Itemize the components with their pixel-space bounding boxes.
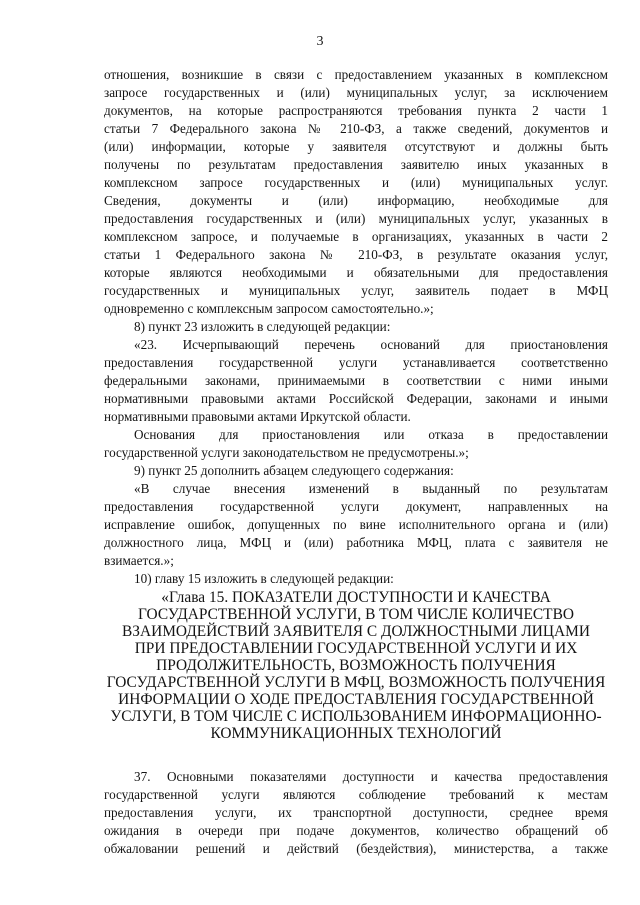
chapter-heading-line: ГОСУДАРСТВЕННОЙ УСЛУГИ, В ТОМ ЧИСЛЕ КОЛИЧЕСТВО	[138, 606, 574, 623]
text-line: ожидания в очереди при подаче документов, количество обращений об	[104, 823, 608, 838]
chapter-heading-line: ГОСУДАРСТВЕННОЙ УСЛУГИ В МФЦ, ВОЗМОЖНОСТЬ ПОЛУЧЕНИЯ	[106, 674, 606, 691]
text-line: государственной услуги являются соблюдение требований к местам	[104, 787, 608, 802]
text-line: 37. Основными показателями доступности и качества предоставления	[134, 769, 608, 784]
chapter-heading-line: ПРОДОЛЖИТЕЛЬНОСТЬ, ВОЗМОЖНОСТЬ ПОЛУЧЕНИЯ	[156, 657, 556, 674]
text-line: федеральными законами, принимаемыми в соответствии с ними иными	[104, 373, 608, 388]
chapter-heading-line: УСЛУГИ, В ТОМ ЧИСЛЕ С ИСПОЛЬЗОВАНИЕМ ИНФОРМАЦИОННО-	[110, 708, 602, 725]
text-line: должностного лица, МФЦ и (или) работника МФЦ, плата с заявителя не	[104, 535, 608, 550]
text-line: предоставления государственной услуги устанавливается соответственно	[104, 355, 608, 370]
item-10-intro: 10) главу 15 изложить в следующей редакции:	[134, 571, 394, 586]
text-line: «23. Исчерпывающий перечень оснований для приостановления	[134, 337, 608, 352]
chapter-heading-line: ИНФОРМАЦИИ О ХОДЕ ПРЕДОСТАВЛЕНИЯ ГОСУДАРСТВЕННОЙ	[118, 691, 594, 708]
text-line: (или) информации, которые у заявителя отсутствуют и должны быть	[104, 139, 608, 154]
item-8-intro: 8) пункт 23 изложить в следующей редакции:	[134, 319, 391, 334]
text-line: исправление ошибок, допущенных по вине исполнительного органа и (или)	[104, 517, 608, 532]
text-line: запросе государственных и (или) муниципальных услуг, за исключением	[104, 85, 608, 100]
text-line: статьи 1 Федерального закона № 210-ФЗ, в результате оказания услуг,	[104, 247, 608, 262]
text-line: «В случае внесения изменений в выданный по результатам	[134, 481, 608, 496]
text-line: нормативными правовыми актами Иркутской области.	[104, 409, 411, 424]
text-line: Основания для приостановления или отказа в предоставлении	[134, 427, 608, 442]
text-line: предоставления государственной услуги документ, направленных на	[104, 499, 608, 514]
chapter-heading-line: КОММУНИКАЦИОННЫХ ТЕХНОЛОГИЙ	[210, 725, 502, 742]
text-line: взимается.»;	[104, 553, 174, 568]
text-line: Сведения, документы и (или) информацию, необходимые для	[104, 193, 608, 208]
text-line: комплексном запросе государственных и (или) муниципальных услуг.	[104, 175, 608, 190]
text-line: которые являются необходимыми и обязательными для предоставления	[104, 265, 608, 280]
text-line: предоставления услуги, их транспортной доступности, среднее время	[104, 805, 608, 820]
text-line: получены по результатам предоставления заявителю иных указанных в	[104, 157, 608, 172]
item-9-intro: 9) пункт 25 дополнить абзацем следующего содержания:	[134, 463, 454, 478]
page-number: 3	[316, 34, 324, 49]
text-line: документов, на которые распространяются требования пункта 2 части 1	[104, 103, 608, 118]
text-line: обжаловании решений и действий (бездействия), министерства, а также	[104, 841, 608, 856]
text-line: государственной услуги законодательством не предусмотрены.»;	[104, 445, 469, 460]
text-line: нормативными правовыми актами Российской Федерации, законами и иными	[104, 391, 608, 406]
chapter-heading-line: ВЗАИМОДЕЙСТВИЙ ЗАЯВИТЕЛЯ С ДОЛЖНОСТНЫМИ ЛИЦАМИ	[122, 623, 590, 640]
text-line: государственных и муниципальных услуг, заявитель подает в МФЦ	[104, 283, 608, 298]
text-line: одновременно с комплексным запросом самостоятельно.»;	[104, 301, 434, 316]
text-line: отношения, возникшие в связи с предоставлением указанных в комплексном	[104, 67, 608, 82]
text-line: предоставления государственных и (или) муниципальных услуг, указанных в	[104, 211, 608, 226]
text-line: статьи 7 Федерального закона № 210-ФЗ, а также сведений, документов и	[104, 121, 608, 136]
chapter-heading-line: «Глава 15. ПОКАЗАТЕЛИ ДОСТУПНОСТИ И КАЧЕСТВА	[161, 589, 551, 606]
text-line: комплексном запросе, и получаемые в организациях, указанных в части 2	[104, 229, 608, 244]
chapter-heading-line: ПРИ ПРЕДОСТАВЛЕНИИ ГОСУДАРСТВЕННОЙ УСЛУГИ И ИХ	[134, 640, 578, 657]
